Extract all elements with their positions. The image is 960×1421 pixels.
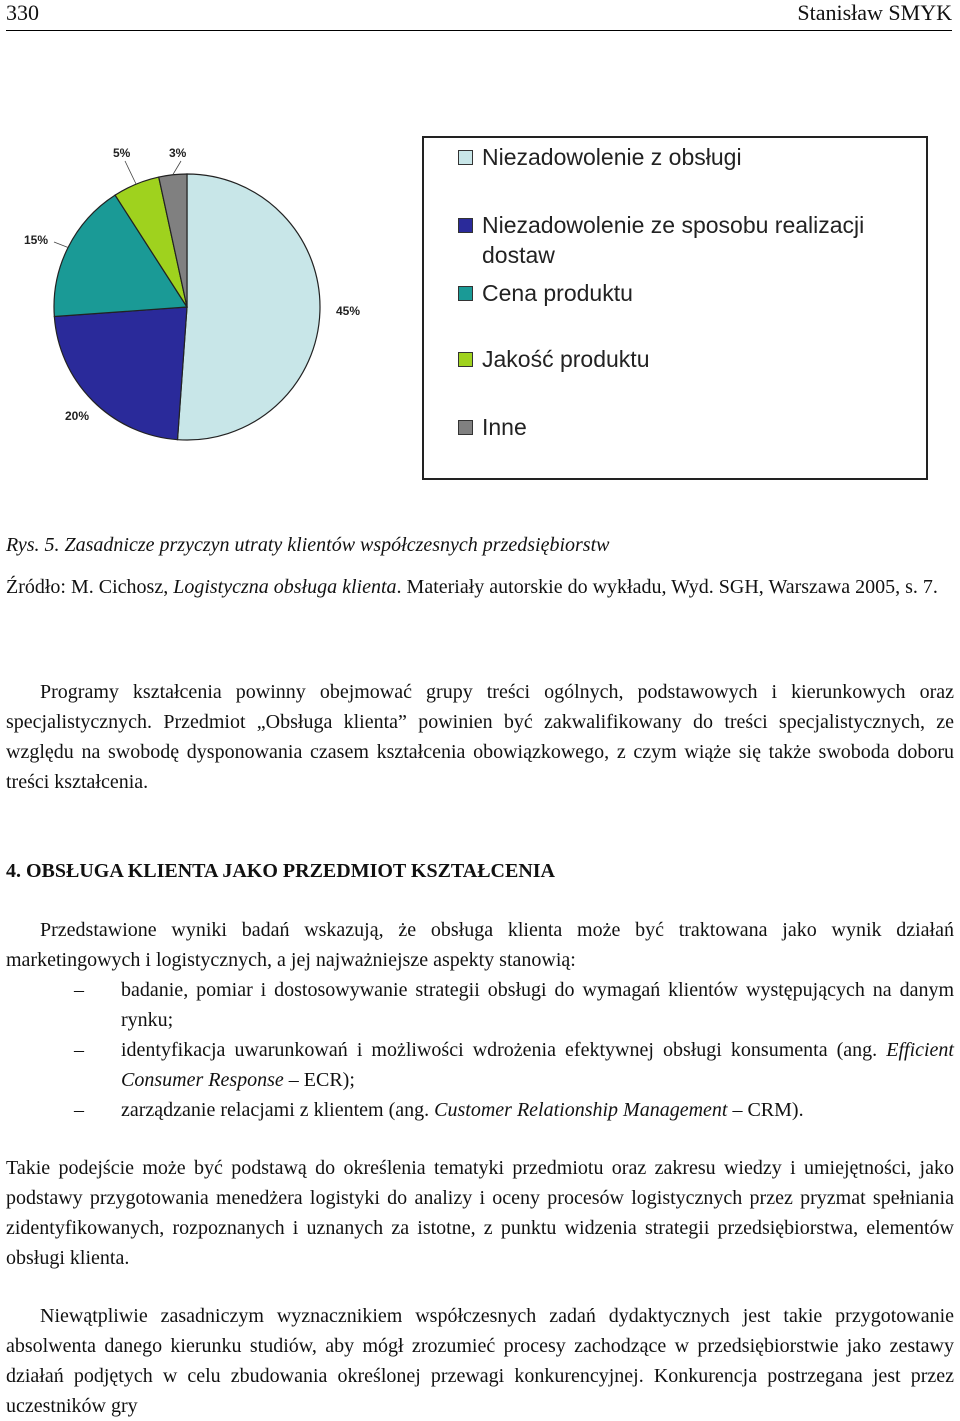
list-item-text: identyfikacja uwarunkowań i możliwości wdrożenia efektywnej obsługi konsumenta (ang.	[121, 1039, 887, 1061]
list-item-text: – CRM).	[727, 1099, 804, 1121]
legend-item	[458, 412, 908, 442]
paragraph-text: Niewątpliwie zasadniczym wyznacznikiem współczesnych zadań dydaktycznych jest takie przygotowanie absolwenta danego kierunku studiów, aby mógł zrozumieć procesy zachodzące w przedsiębiorstwie jako zestawy działań podjętych w celu zbudowania określonej przewagi konkurencyjnej. Konkurencja postrzegana jest przez uczestników gry	[6, 1305, 954, 1417]
paragraph-3	[6, 1153, 954, 1273]
legend-item	[458, 142, 908, 172]
legend-item	[458, 344, 908, 374]
section-heading: 4. OBSŁUGA KLIENTA JAKO PRZEDMIOT KSZTAŁCENIA	[6, 860, 556, 882]
paragraph-1	[6, 677, 954, 797]
page-number: 330	[6, 0, 39, 25]
pie-slice	[178, 174, 320, 440]
legend-label: Inne	[482, 414, 527, 440]
figure-source	[6, 572, 954, 602]
pie-value-label: 45%	[336, 304, 361, 318]
list-item-text: – ECR);	[283, 1069, 355, 1091]
pie-value-label: 5%	[113, 146, 131, 160]
legend-label: Niezadowolenie ze sposobu realizacji dostaw	[482, 212, 865, 268]
legend-swatch	[458, 352, 473, 367]
legend-item	[458, 278, 908, 308]
pie-value-label: 3%	[169, 146, 187, 160]
aspects-list	[6, 975, 954, 1125]
legend-label: Cena produktu	[482, 280, 633, 306]
legend-label: Jakość produktu	[482, 346, 650, 372]
pie-value-label: 20%	[65, 409, 90, 423]
list-item-term: Efficient Consumer Response	[121, 1039, 954, 1091]
legend-swatch	[458, 420, 473, 435]
running-head-author: Stanisław SMYK	[797, 0, 952, 25]
chart-legend	[422, 136, 928, 480]
list-dash: –	[74, 1039, 84, 1061]
paragraph-4	[6, 1301, 954, 1421]
paragraph-text: Takie podejście może być podstawą do określenia tematyki przedmiotu oraz zakresu wiedzy i umiejętności, jako podstawy przygotowania menedżera logistyki do analizy i oceny procesów logistycznych przez pryzmat spełniania zidentyfikowanych, rozpoznanych i uznanych za istotne, z punktu widzenia strategii przedsiębiorstwa, elementów obsługi klienta.	[6, 1157, 954, 1269]
paragraph-text: Przedstawione wyniki badań wskazują, że obsługa klienta może być traktowana jako wynik działań marketingowych i logistycznych, a jej najważniejsze aspekty stanowią:	[6, 919, 954, 971]
legend-item	[458, 210, 908, 270]
list-dash: –	[74, 979, 84, 1001]
pie-leader-line	[54, 242, 68, 247]
list-dash: –	[74, 1099, 84, 1121]
paragraph-text: Programy kształcenia powinny obejmować grupy treści ogólnych, podstawowych i kierunkowych oraz specjalistycznych. Przedmiot „Obsługa klienta” powinien być zakwalifikowany do treści specjalistycznych, ze względu na swobodę dysponowania czasem kształcenia obowiązkowego, z czym wiąże się także swoboda doboru treści kształcenia.	[6, 681, 954, 793]
figure-caption: Rys. 5. Zasadnicze przyczyn utraty klientów współczesnych przedsiębiorstw	[6, 534, 610, 556]
legend-swatch	[458, 218, 473, 233]
legend-label: Niezadowolenie z obsługi	[482, 144, 742, 170]
paragraph-2	[6, 915, 954, 975]
list-item-text: zarządzanie relacjami z klientem (ang.	[121, 1099, 435, 1121]
legend-swatch	[458, 150, 473, 165]
pie-chart	[0, 120, 420, 460]
source-prefix: Źródło: M. Cichosz,	[6, 576, 174, 598]
pie-value-label: 15%	[24, 233, 49, 247]
legend-swatch	[458, 286, 473, 301]
list-item	[6, 1095, 954, 1125]
list-item-text: badanie, pomiar i dostosowywanie strategii obsługi do wymagań klientów występujących na danym rynku;	[121, 979, 954, 1031]
source-suffix: . Materiały autorskie do wykładu, Wyd. SGH, Warszawa 2005, s. 7.	[396, 576, 938, 598]
pie-leader-line	[173, 161, 181, 175]
pie-leader-line	[125, 161, 136, 184]
list-item-term: Customer Relationship Management	[434, 1099, 728, 1121]
list-item	[6, 1035, 954, 1095]
list-item	[6, 975, 954, 1035]
source-title: Logistyczna obsługa klienta	[173, 576, 397, 598]
page-header	[6, 0, 952, 31]
